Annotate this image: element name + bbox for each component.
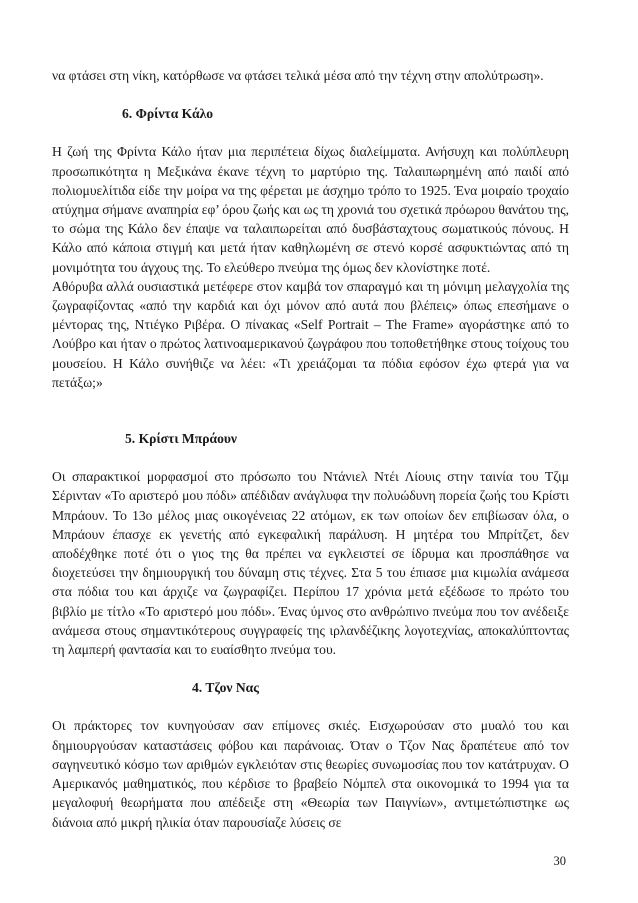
page-content	[52, 66, 569, 832]
paragraph-frida-1: Η ζωή της Φρίντα Κάλο ήταν μια περιπέτεια δίχως διαλείμματα. Ανήσυχη και πολύπλευρη προσωπικότητα η Μεξικάνα έκανε τέχνη το μαρτύριο της. Ταλαιπωρημένη από παιδί από πολιομυελίτιδα είδε την μοίρα να της φέρεται με άσχημο τρόπο το 1925. Ένα μοιραίο τροχαίο ατύχημα σήμανε αναπηρία εφ’ όρου ζωής και ως τη χρονιά του σχετικά πρόωρου θανάτου της, το σώμα της Κάλο δεν έπαψε να ταλαιπωρείται από δυσβάσταχτους σωματικούς πόνους. Η Κάλο από κάποια στιγμή και μετά ήταν καθηλωμένη σε στενό κορσέ ασφυκτιώντας από τη μονιμότητα του άγχους της. Το ελεύθερο πνεύμα της όμως δεν κλονίστηκε ποτέ.	[52, 144, 569, 275]
paragraph-christy-brown: Οι σπαρακτικοί μορφασμοί στο πρόσωπο του Ντάνιελ Ντέι Λίουις στην ταινία του Τζιμ Σέρινταν «Το αριστερό μου πόδι» απέδιδαν ανάγλυφα την πολυώδυνη πορεία ζωής του Κρίστι Μπράουν. Το 13ο μέλος μιας οικογένειας 22 ατόμων, εκ των οποίων δεν επιβίωσαν όλα, ο Μπράουν έπασχε εκ γενετής από εγκεφαλική παράλυση. Η μητέρα του Μπρίτζετ, δεν αποδέχθηκε ποτέ ότι ο γιος της θα πρέπει να εγκλειστεί σε ίδρυμα και προσπάθησε να διοχετεύσει την δημιουργική του δύναμη στις τέχνες. Στα 5 του έπιασε μια κιμωλία ανάμεσα στα πόδια του και άρχιζε να ζωγραφίζει. Περίπου 17 χρόνια μετά εξέδωσε το πρώτο του βιβλίο με τίτλο «Το αριστερό μου πόδι». Ένας ύμνος στο ανθρώπινο πνεύμα που τον ανέδειξε ανάμεσα στους σημαντικότερους συγγραφείς της ιρλανδέζικης λογοτεχνίας, αποκαλύπτοντας τη λαμπερή φαντασία και το ευαίσθητο πνεύμα του.	[52, 469, 569, 658]
paragraph-frida-2: Αθόρυβα αλλά ουσιαστικά μετέφερε στον καμβά τον σπαραγμό και τη μόνιμη μελαγχολία της ζωγραφίζοντας «από την καρδιά και όχι μόνον από αυτά που βλέπεις» όπως επεσήμανε ο μέντορας της, Ντιέγκο Ριβέρα. Ο πίνακας «Self Portrait – The Frame» αγοράστηκε από το Λούβρο και ήταν ο πρώτος λατινοαμερικανού ζωγράφου που τοποθετήθηκε στους τοίχους του μουσείου. Η Κάλο συνήθιζε να λέει: «Τι χρειάζομαι τα πόδια εφόσον έχω φτερά για να πετάξω;»	[52, 278, 569, 390]
intro-paragraph: να φτάσει στη νίκη, κατόρθωσε να φτάσει τελικά μέσα από την τέχνη στην απολύτρωση».	[52, 68, 544, 83]
section-heading-john-nash: 4. Τζον Νας	[192, 680, 259, 696]
section-heading-christy-brown: 5. Κρίστι Μπράουν	[125, 431, 237, 447]
paragraph-john-nash: Οι πράκτορες τον κυνηγούσαν σαν επίμονες σκιές. Εισχωρούσαν στο μυαλό του και δημιουργούσαν καταστάσεις φόβου και παράνοιας. Όταν ο Τζον Νας δραπέτευε από τον σαγηνευτικό κόσμο των αριθμών εγκλειόταν στις θεωρίες συνωμοσίας που τον κατάτρυχαν. Ο Αμερικανός μαθηματικός, που κέρδισε το βραβείο Νόμπελ στα οικονομικά το 1994 για τα μεγαλοφυή θεωρήματα που απέδειξε στη «Θεωρία των Παιγνίων», αντιμετώπιστηκε ως διάνοια από μικρή ηλικία όταν παρουσίαζε λύσεις σε	[52, 718, 569, 830]
page-number: 30	[553, 854, 566, 868]
section-heading-frida-kahlo: 6. Φρίντα Κάλο	[122, 106, 214, 122]
